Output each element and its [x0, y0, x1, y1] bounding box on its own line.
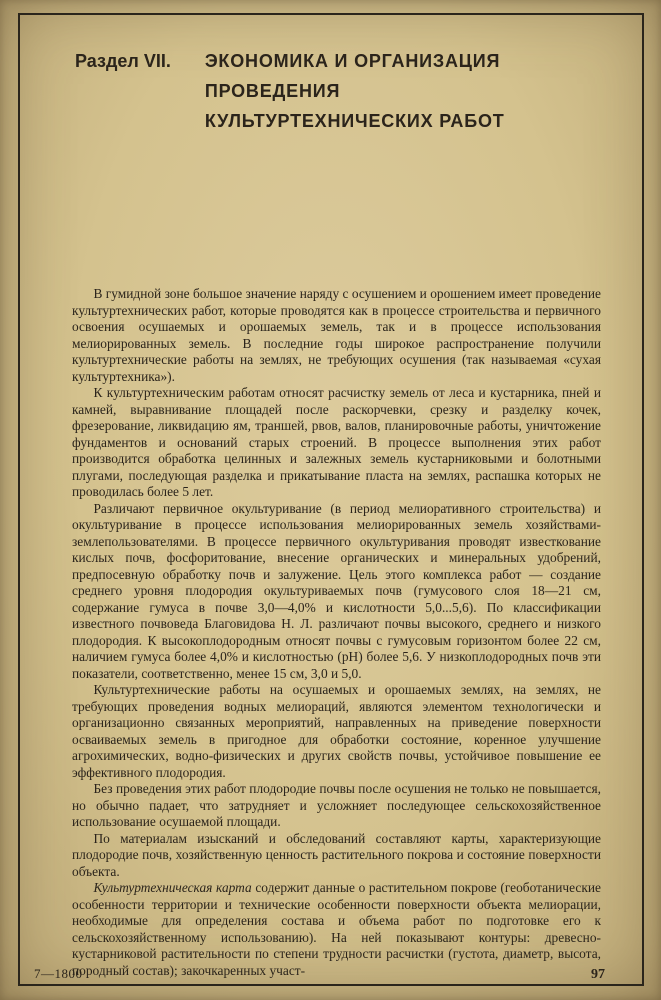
section-title-line-2: ПРОВЕДЕНИЯ — [204, 81, 341, 101]
paragraph-7 — [72, 880, 601, 979]
paragraph-2: К культуртехническим работам относят расчистку земель от леса и кустарника, пней и камней, выравнивание площадей после раскорчевки, срезку и разделку кочек, фрезерование, ликвидацию ям, траншей, рвов, валов, планировочные работы, уничтожение фундаментов и оснований старых строений. В процессе выполнения этих работ производится обработка целинных и залежных земель кустарниковыми и болотными плугами, последующая разделка и прикатывание пласта на землях, распашка которых не проводилась более 5 лет. — [72, 385, 601, 499]
page-footer — [34, 966, 605, 983]
printer-signature: 7—1800 — [34, 966, 83, 981]
section-title-line-3: КУЛЬТУРТЕХНИЧЕСКИХ РАБОТ — [204, 111, 505, 131]
section-label: Раздел VII. — [75, 51, 171, 71]
body-text — [72, 286, 601, 979]
paragraph-7-rest: содержит данные о растительном покрове (геоботанические особенности территории и технические особенности поверхности объекта мелиорации, необходимые для определения состава и объема работ по подготовке его к сельскохозяйственному использованию). На ней показывают контуры: древесно-кустарниковой растительности по степени трудности расчистки (густота, диаметр, высота, породный состав); закочкаренных участ- — [72, 880, 601, 978]
paragraph-3: Различают первичное окультуривание (в период мелиоративного строительства) и окультуривание в процессе использования мелиорированных земель хозяйствами-землепользователями. В процессе первичного окультуривания проводят известкование кислых почв, фосфоритование, внесение органических и минеральных удобрений, предпосевную обработку почв и залужение. Цель этого комплекса работ — создание среднего уровня плодородия окультуриваемых почв (гумусового слоя 18—21 см, содержание гумуса в почве 3,0—4,0% и кислотности 5,0...5,6). По классификации известного почвоведа Благовидова Н. Л. различают почвы высокого, среднего и низкого плодородия. К высокоплодородным относят почвы с гумусовым горизонтом более 22 см, наличием гумуса более 4,0% и кислотностью (рН) более 5,6. У низкоплодородных почв эти показатели, соответственно, менее 15 см, 3,0 и 5,0. — [72, 500, 601, 681]
page-number: 97 — [591, 967, 605, 982]
paragraph-6: По материалам изысканий и обследований составляют карты, характеризующие плодородие почв, хозяйственную ценность растительного покрова и состояние поверхности объекта. — [72, 830, 601, 879]
paragraph-7-lead-italic: Культуртехническая карта — [93, 880, 252, 895]
paragraph-5: Без проведения этих работ плодородие почвы после осушения не только не повышается, но обычно падает, что затрудняет и усложняет последующее сельскохозяйственное использование осушаемой площади. — [72, 781, 601, 829]
section-title — [205, 46, 505, 136]
paragraph-1: В гумидной зоне большое значение наряду с осушением и орошением имеет проведение культуртехнических работ, которые проводятся как в процессе строительства и первичного освоения осушаемых и орошаемых земель, так и в процессе использования мелиорированных земель. В последние годы широкое распространение получили культуртехнические работы на землях, не требующих осушения (так называемая «сухая культуртехника»). — [72, 286, 601, 384]
section-title-line-1: ЭКОНОМИКА И ОРГАНИЗАЦИЯ — [204, 51, 501, 71]
paragraph-4: Культуртехнические работы на осушаемых и орошаемых землях, на землях, не требующих проведения водных мелиораций, являются элементом технологически и организационно связанных мероприятий, направленных на приведение поверхности осваиваемых земель в пригодное для обработки состояние, коренное улучшение агрохимических, водно-физических и других свойств почвы, устойчивое повышение ее эффективного плодородия. — [72, 682, 601, 780]
section-header — [75, 46, 611, 136]
